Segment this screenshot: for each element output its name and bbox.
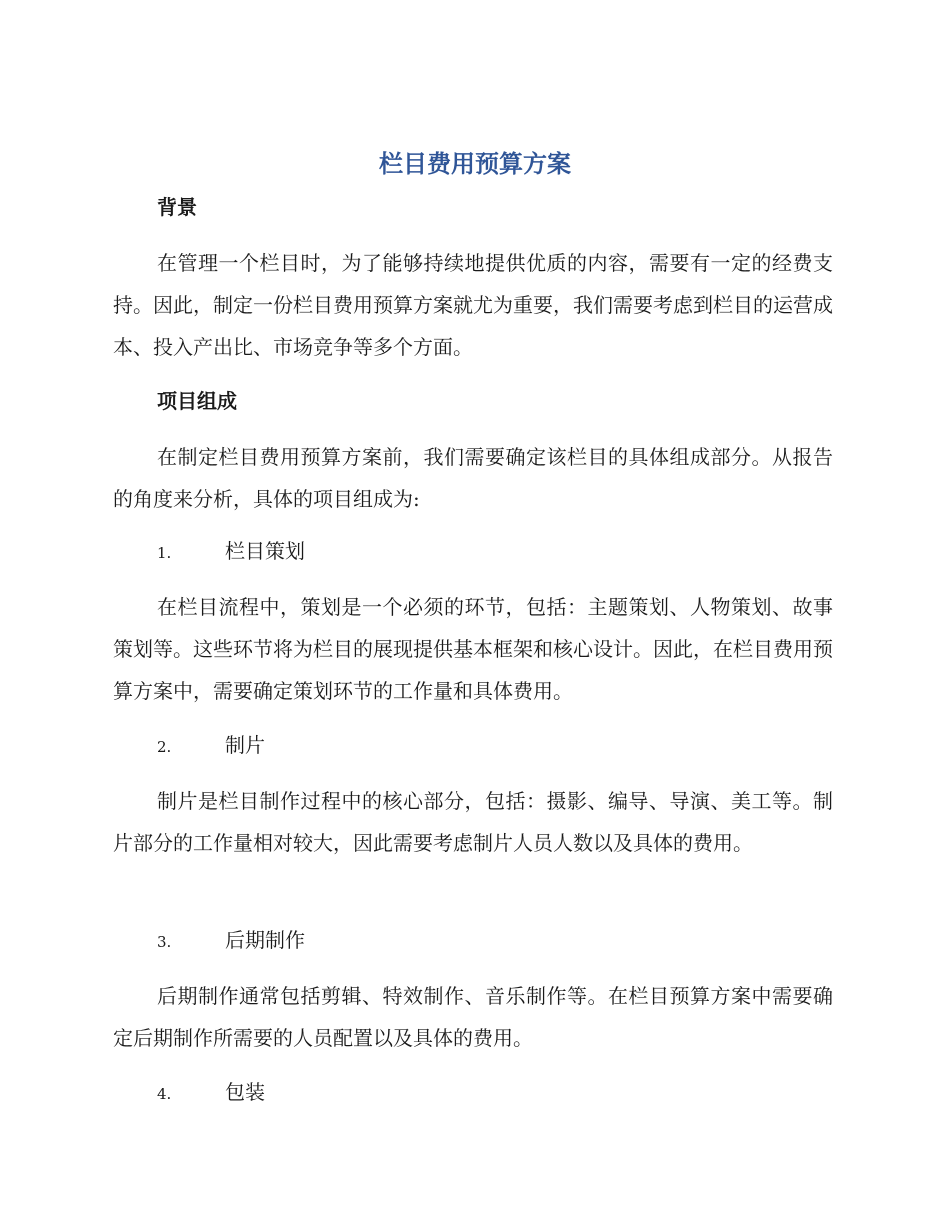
list-item-3 — [157, 925, 305, 955]
paragraph-item-2: 制片是栏目制作过程中的核心部分，包括：摄影、编导、导演、美工等。制片部分的工作量相对较大，因此需要考虑制片人员人数以及具体的费用。 — [113, 789, 833, 855]
list-number: 2. — [157, 738, 172, 756]
list-item-2 — [157, 730, 265, 760]
list-item-4 — [157, 1077, 265, 1107]
list-item-1 — [157, 536, 305, 566]
page-title: 栏目费用预算方案 — [379, 150, 571, 178]
list-label: 后期制作 — [225, 928, 305, 952]
list-label: 栏目策划 — [225, 539, 305, 563]
paragraph-composition: 在制定栏目费用预算方案前，我们需要确定该栏目的具体组成部分。从报告的角度来分析，具体的项目组成为: — [113, 445, 833, 511]
list-label: 制片 — [225, 733, 265, 757]
paragraph-background: 在管理一个栏目时，为了能够持续地提供优质的内容，需要有一定的经费支持。因此，制定一份栏目费用预算方案就尤为重要，我们需要考虑到栏目的运营成本、投入产出比、市场竞争等多个方面。 — [113, 251, 833, 359]
paragraph-item-1: 在栏目流程中，策划是一个必须的环节，包括：主题策划、人物策划、故事策划等。这些环节将为栏目的展现提供基本框架和核心设计。因此，在栏目费用预算方案中，需要确定策划环节的工作量和具体费用。 — [113, 595, 833, 703]
section-heading-background: 背景 — [157, 195, 197, 219]
list-label: 包装 — [225, 1080, 265, 1104]
section-heading-composition: 项目组成 — [157, 389, 237, 413]
list-number: 3. — [157, 933, 172, 951]
list-number: 4. — [157, 1085, 172, 1103]
list-number: 1. — [157, 544, 172, 562]
paragraph-item-3: 后期制作通常包括剪辑、特效制作、音乐制作等。在栏目预算方案中需要确定后期制作所需要的人员配置以及具体的费用。 — [113, 984, 833, 1050]
